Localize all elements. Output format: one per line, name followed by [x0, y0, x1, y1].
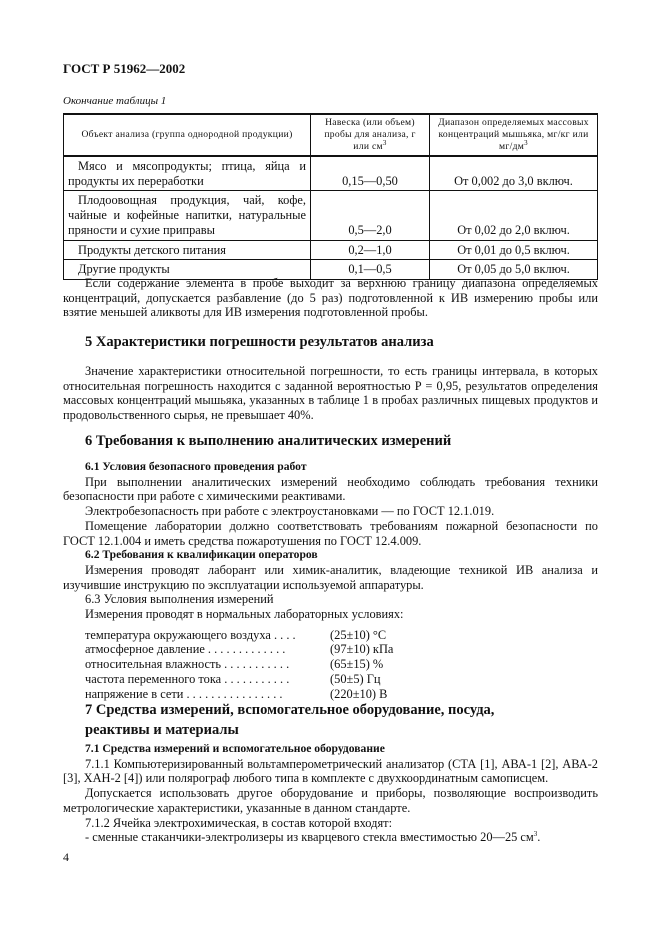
condition-label: относительная влажность . . . . . . . . . . . [85, 657, 290, 672]
column-header-text: Навеска (или объем) пробы для анализа, г или см [324, 117, 416, 152]
section-6-body [63, 460, 598, 701]
condition-value: (65±15) % [330, 657, 384, 672]
paragraph [63, 830, 598, 845]
superscript: 3 [533, 830, 538, 839]
superscript: 3 [382, 138, 387, 147]
subsection-6-2-heading: 6.2 Требования к квалификации операторов [85, 548, 318, 562]
condition-row [85, 628, 598, 643]
table-row [64, 191, 598, 240]
column-header-text: Диапазон определяемых массовых концентраций мышьяка, мг/кг или мг/дм [438, 117, 589, 152]
paragraph: 7.1.2 Ячейка электрохимическая, в состав которой входят: [85, 815, 393, 830]
table-cell: От 0,01 до 0,5 включ. [430, 240, 598, 260]
superscript: 3 [524, 138, 528, 147]
section-5-heading: 5 Характеристики погрешности результатов анализа [85, 334, 434, 350]
section-7-heading: 7 Средства измерений, вспомогательное оборудование, посуда, реактивы и материалы [85, 702, 495, 738]
paragraph: 7.1.1 Компьютеризированный вольтамперометрический анализатор (СТА [1], АВА-1 [2], АВА-2 [3], ХАН-2 [4]) или полярограф любого типа в комплекте с двухкоординатным самописцем. [63, 756, 598, 786]
table-cell: Плодоовощная продукция, чай, кофе, чайные и кофейные напитки, натуральные пряности и сухие приправы [64, 191, 311, 240]
condition-value: (97±10) кПа [330, 642, 394, 657]
list-item-text: - сменные стаканчики-электролизеры из кварцевого стекла вместимостью 20—25 см [85, 830, 534, 845]
subsection-6-3-heading: 6.3 Условия выполнения измерений [85, 592, 274, 607]
section-5-text: Значение характеристики относительной погрешности, то есть границы интервала, в которых относительная погрешность находится с заданной вероятностью P = 0,95, результатов определения массовых концентраций мышьяка, указанных в таблице 1 в пробах различных пищевых продуктов и продовольственного сырья, не превышает 40%. [63, 364, 598, 423]
condition-value: (50±5) Гц [330, 671, 381, 686]
table-cell: От 0,05 до 5,0 включ. [430, 260, 598, 280]
paragraph: Электробезопасность при работе с электроустановками — по ГОСТ 12.1.019. [85, 504, 495, 519]
column-header [430, 114, 598, 156]
page-number: 4 [63, 850, 69, 864]
table-cell: 0,5—2,0 [311, 191, 430, 240]
section-7-body [63, 742, 598, 845]
table-container [63, 113, 598, 280]
data-table [63, 113, 598, 280]
punctuation: . [537, 830, 541, 845]
subsection-7-1-heading: 7.1 Средства измерений и вспомогательное оборудование [85, 742, 385, 755]
table-row [64, 156, 598, 191]
section-6-heading: 6 Требования к выполнению аналитических измерений [85, 433, 452, 449]
condition-label: напряжение в сети . . . . . . . . . . . . . . . . [85, 686, 283, 701]
table-cell: Продукты детского питания [64, 240, 311, 260]
table-cell: Мясо и мясопродукты; птица, яйца и продукты их переработки [64, 156, 311, 191]
table-caption: Окончание таблицы 1 [63, 95, 167, 107]
condition-label: температура окружающего воздуха . . . . [85, 627, 296, 642]
table-cell: 0,15—0,50 [311, 156, 430, 191]
paragraph: При выполнении аналитических измерений необходимо соблюдать требования техники безопасности при работе с химическими реактивами. [63, 474, 598, 504]
column-header [311, 114, 430, 156]
condition-row [85, 642, 598, 657]
condition-value: (25±10) °С [330, 627, 387, 642]
condition-label: атмосферное давление . . . . . . . . . . . . . [85, 642, 286, 657]
paragraph: Допускается использовать другое оборудование и приборы, позволяющие воспроизводить метрологические характеристики, указанные в данном стандарте. [63, 786, 598, 815]
paragraph-dilution: Если содержание элемента в пробе выходит за верхнюю границу диапазона определяемых концентраций, допускается разбавление (до 5 раз) подготовленной к ИВ измерению пробы или взятие меньшей аликвоты для ИВ измерения подготовленной пробы. [63, 276, 598, 320]
table-cell: 0,1—0,5 [311, 260, 430, 280]
condition-row [85, 657, 598, 672]
column-header: Объект анализа (группа однородной продукции) [64, 114, 311, 156]
subsection-6-1-heading: 6.1 Условия безопасного проведения работ [85, 460, 307, 473]
table-cell: От 0,02 до 2,0 включ. [430, 191, 598, 240]
condition-label: частота переменного тока . . . . . . . . . . . [85, 671, 290, 686]
paragraph: Помещение лаборатории должно соответствовать требованиям пожарной безопасности по ГОСТ 12.1.004 и иметь средства пожаротушения по ГОСТ 12.4.009. [63, 518, 598, 548]
document-header: ГОСТ Р 51962—2002 [63, 61, 186, 76]
table-cell: Другие продукты [64, 260, 311, 280]
paragraph: Измерения проводят лаборант или химик-аналитик, владеющие техникой ИВ анализа и изучившие инструкцию по эксплуатации используемой аппаратуры. [63, 562, 598, 592]
condition-value: (220±10) В [330, 686, 388, 701]
table-cell: 0,2—1,0 [311, 240, 430, 260]
table-cell: От 0,002 до 3,0 включ. [430, 156, 598, 191]
condition-row [85, 672, 598, 687]
table-header-row [64, 114, 598, 156]
table-row [64, 240, 598, 260]
paragraph: Измерения проводят в нормальных лабораторных условиях: [85, 607, 404, 622]
